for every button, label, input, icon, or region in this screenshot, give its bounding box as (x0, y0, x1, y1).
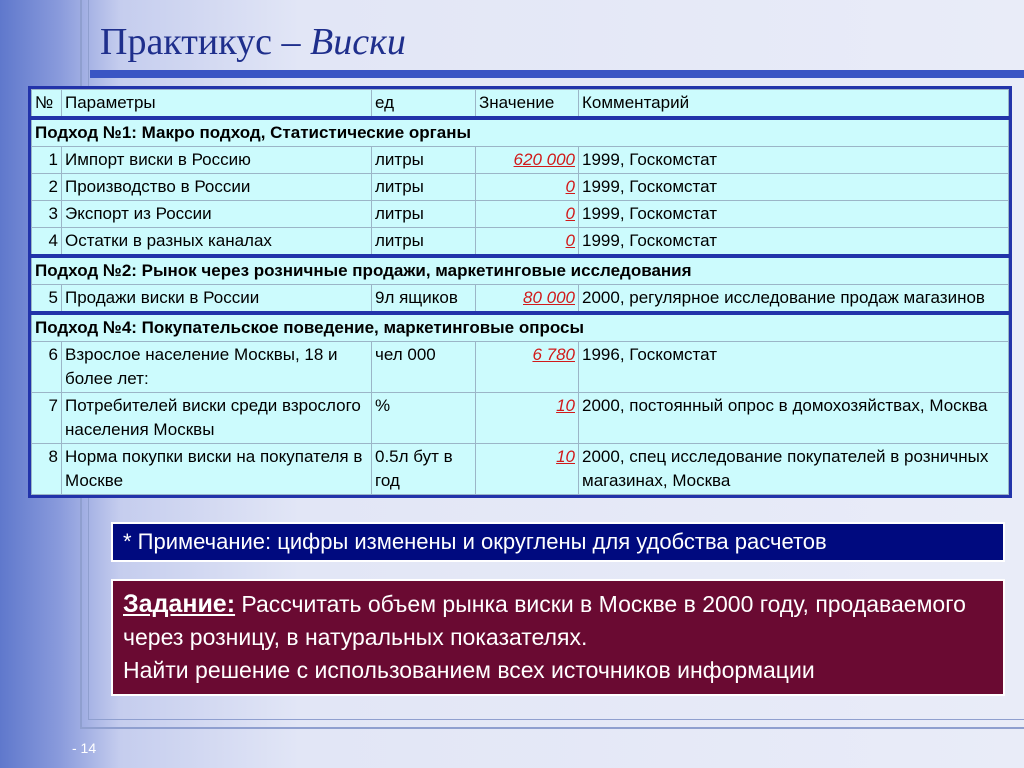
row-comment: 2000, спец исследование покупателей в розничных магазинах, Москва (579, 444, 1009, 495)
row-value: 80 000 (476, 285, 579, 314)
page-number: - 14 (72, 740, 97, 756)
header-comment: Комментарий (579, 90, 1009, 119)
header-value: Значение (476, 90, 579, 119)
row-param: Импорт виски в Россию (62, 147, 372, 174)
task-line-2: Найти решение с использованием всех источников информации (123, 657, 815, 683)
row-num: 7 (32, 393, 62, 444)
table-header-row (32, 90, 1009, 119)
row-param: Остатки в разных каналах (62, 228, 372, 257)
row-unit: литры (372, 228, 476, 257)
table-row (32, 444, 1009, 495)
table-row (32, 201, 1009, 228)
header-params: Параметры (62, 90, 372, 119)
table-row (32, 393, 1009, 444)
row-param: Взрослое население Москвы, 18 и более лет: (62, 342, 372, 393)
row-value: 6 780 (476, 342, 579, 393)
row-value: 0 (476, 174, 579, 201)
row-unit: 0.5л бут в год (372, 444, 476, 495)
header-unit: ед (372, 90, 476, 119)
section-label: Подход №2: Рынок через розничные продажи, маркетинговые исследования (32, 256, 1009, 285)
data-table (28, 86, 1012, 498)
row-comment: 1999, Госкомстат (579, 174, 1009, 201)
row-param: Норма покупки виски на покупателя в Москве (62, 444, 372, 495)
table-row (32, 147, 1009, 174)
row-unit: чел 000 (372, 342, 476, 393)
section-label: Подход №1: Макро подход, Статистические органы (32, 118, 1009, 147)
row-value: 10 (476, 444, 579, 495)
row-num: 6 (32, 342, 62, 393)
task-box (111, 579, 1005, 696)
row-value: 0 (476, 201, 579, 228)
frame-line (88, 719, 1024, 720)
row-unit: 9л ящиков (372, 285, 476, 314)
table-row (32, 342, 1009, 393)
row-param: Потребителей виски среди взрослого населения Москвы (62, 393, 372, 444)
row-value: 0 (476, 228, 579, 257)
note-box: * Примечание: цифры изменены и округлены для удобства расчетов (111, 522, 1005, 562)
row-num: 1 (32, 147, 62, 174)
header-num: № (32, 90, 62, 119)
section-2-header (32, 256, 1009, 285)
row-value: 620 000 (476, 147, 579, 174)
row-unit: % (372, 393, 476, 444)
row-num: 8 (32, 444, 62, 495)
row-value: 10 (476, 393, 579, 444)
row-comment: 2000, постоянный опрос в домохозяйствах, Москва (579, 393, 1009, 444)
row-comment: 1999, Госкомстат (579, 147, 1009, 174)
row-param: Продажи виски в России (62, 285, 372, 314)
table-row (32, 228, 1009, 257)
title-main: Практикус – (100, 21, 301, 63)
row-unit: литры (372, 174, 476, 201)
table-row (32, 174, 1009, 201)
row-comment: 2000, регулярное исследование продаж магазинов (579, 285, 1009, 314)
section-1-header (32, 118, 1009, 147)
row-unit: литры (372, 147, 476, 174)
row-num: 5 (32, 285, 62, 314)
slide-title (100, 20, 406, 64)
row-comment: 1999, Госкомстат (579, 201, 1009, 228)
section-4-header (32, 313, 1009, 342)
row-num: 4 (32, 228, 62, 257)
row-comment: 1999, Госкомстат (579, 228, 1009, 257)
frame-line (80, 727, 1024, 729)
title-italic: Виски (310, 21, 406, 63)
row-param: Экспорт из России (62, 201, 372, 228)
row-comment: 1996, Госкомстат (579, 342, 1009, 393)
row-unit: литры (372, 201, 476, 228)
task-label: Задание: (123, 590, 236, 618)
table-row (32, 285, 1009, 314)
task-line-1: Рассчитать объем рынка виски в Москве в 2000 году, продаваемого через розницу, в натуральных показателях. (123, 591, 966, 650)
row-num: 3 (32, 201, 62, 228)
section-label: Подход №4: Покупательское поведение, маркетинговые опросы (32, 313, 1009, 342)
row-param: Производство в России (62, 174, 372, 201)
row-num: 2 (32, 174, 62, 201)
title-underline-bar (90, 70, 1024, 78)
